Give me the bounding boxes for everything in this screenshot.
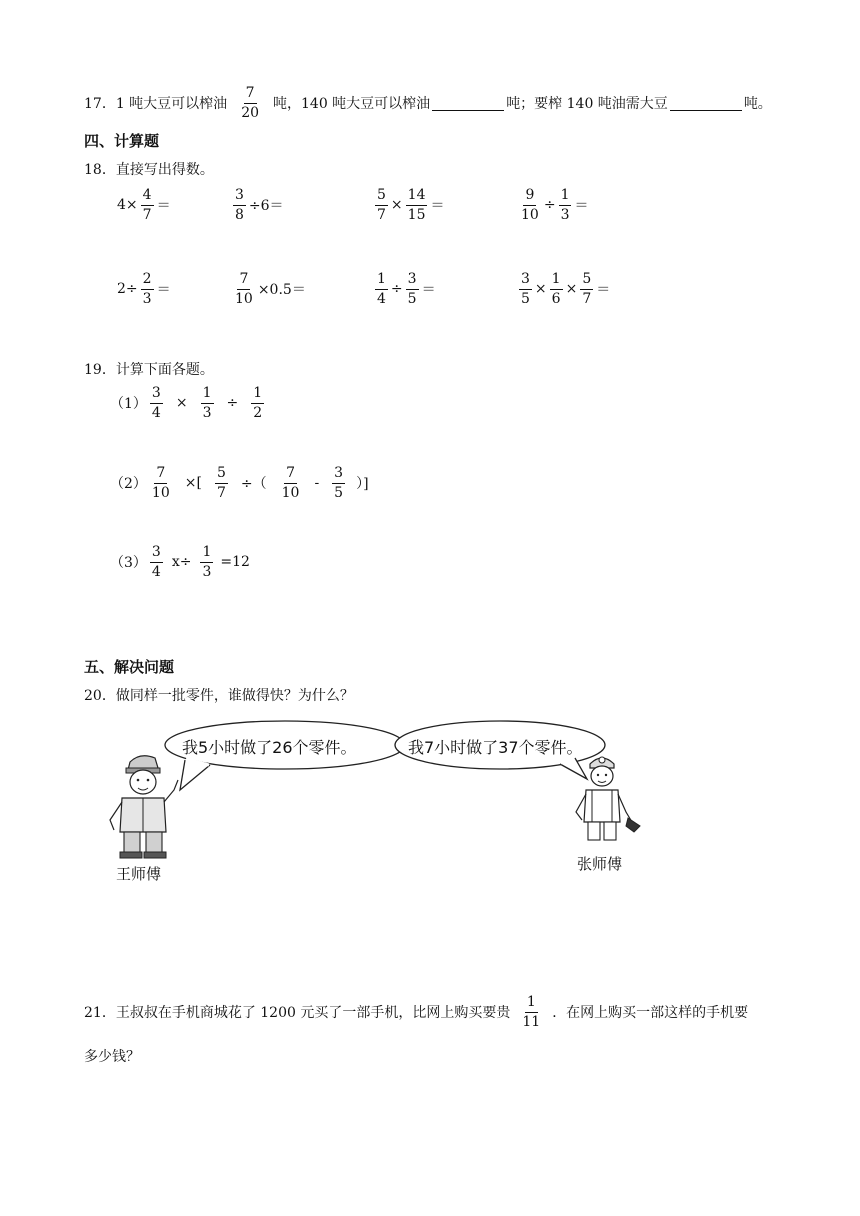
expression: $\frac{3}{5}$ × $\frac{1}{6}$ × $\frac{5}{7}$ ＝ <box>521 271 611 307</box>
fraction: $\frac{2}{3}$ <box>142 271 152 307</box>
expression: $\frac{7}{10}$ ×0.5＝ <box>235 271 306 307</box>
fraction: $\frac{3}{5}$ <box>407 271 417 307</box>
expression: $\frac{3}{8}$ ÷6＝ <box>235 187 284 223</box>
fraction: $\frac{5}{7}$ <box>377 187 386 223</box>
fraction: $\frac{9}{10}$ <box>521 187 539 223</box>
fraction: $\frac{4}{7}$ <box>142 187 152 223</box>
worker-zhang-figure <box>568 750 648 850</box>
fraction: $\frac{1}{2}$ <box>253 385 263 421</box>
question-21-line2: 多少钱？ <box>84 1049 140 1065</box>
problem-label: （2） <box>110 476 147 493</box>
question-number: 21． <box>84 1005 116 1022</box>
fraction: $\frac{3}{5}$ <box>334 465 344 501</box>
question-text: 吨，140 吨大豆可以榨油 <box>273 96 431 113</box>
fraction: $\frac{5}{7}$ <box>582 271 592 307</box>
expression: 2÷ $\frac{2}{3}$ ＝ <box>117 271 171 307</box>
fraction: $\frac{7}{20}$ <box>241 85 260 121</box>
fraction: $\frac{1}{4}$ <box>377 271 386 307</box>
expression: 4× $\frac{4}{7}$ ＝ <box>117 187 171 223</box>
fraction: $\frac{14}{15}$ <box>407 187 426 223</box>
expression: $\frac{1}{4}$ ÷ $\frac{3}{5}$ ＝ <box>377 271 436 307</box>
name-label-right: 张师傅 <box>577 855 623 873</box>
fraction: $\frac{1}{11}$ <box>522 994 541 1030</box>
answer-blank[interactable] <box>432 96 504 111</box>
fraction: $\frac{3}{4}$ <box>151 385 161 421</box>
fraction: $\frac{7}{10}$ <box>151 465 170 501</box>
question-text: 1 吨大豆可以榨油 <box>115 96 228 113</box>
question-18-stem: 18．直接写出得数。 <box>84 162 214 178</box>
problem-2: （2） $\frac{7}{10}$ ×[ $\frac{5}{7}$ ÷（ $\frac{7}{10}$ - $\frac{3}{5}$ ）] <box>110 465 369 501</box>
question-21 <box>84 995 748 1029</box>
fraction: $\frac{3}{5}$ <box>521 271 530 307</box>
fraction: $\frac{5}{7}$ <box>216 465 226 501</box>
expression: $\frac{9}{10}$ ÷ $\frac{1}{3}$ ＝ <box>521 187 589 223</box>
problem-1: （1） $\frac{3}{4}$ × $\frac{1}{3}$ ÷ $\frac{1}{2}$ <box>110 385 263 421</box>
section-heading: 四、计算题 <box>84 132 160 150</box>
fraction: $\frac{3}{8}$ <box>235 187 244 223</box>
fraction: $\frac{1}{3}$ <box>202 544 212 580</box>
question-number: 17． <box>84 96 116 113</box>
question-text: 王叔叔在手机商城花了 1200 元买了一部手机，比网上购买要贵 <box>115 1005 511 1022</box>
name-label-left: 王师傅 <box>116 865 162 883</box>
bubble-text-left: 我5小时做了26个零件。 <box>182 738 357 757</box>
fraction: $\frac{3}{4}$ <box>151 544 161 580</box>
question-17 <box>84 86 772 120</box>
question-19-stem: 19．计算下面各题。 <box>84 362 214 378</box>
fraction: $\frac{1}{3}$ <box>560 187 570 223</box>
fraction: $\frac{1}{3}$ <box>202 385 212 421</box>
worker-wang-figure <box>100 750 190 860</box>
section-heading: 五、解决问题 <box>84 658 175 676</box>
problem-label: （3） <box>110 555 147 572</box>
fraction: $\frac{1}{6}$ <box>551 271 561 307</box>
fraction: $\frac{7}{10}$ <box>235 271 253 307</box>
question-text: 吨；要榨 140 吨油需大豆 <box>506 96 668 113</box>
fraction: $\frac{7}{10}$ <box>281 465 300 501</box>
question-text: ．在网上购买一部这样的手机要 <box>552 1005 749 1022</box>
answer-blank[interactable] <box>670 96 742 111</box>
problem-label: （1） <box>110 396 147 413</box>
bubble-text-right: 我7小时做了37个零件。 <box>408 738 583 757</box>
problem-3: （3） $\frac{3}{4}$ x÷ $\frac{1}{3}$ =12 <box>110 544 250 580</box>
expression: $\frac{5}{7}$ × $\frac{14}{15}$ ＝ <box>377 187 445 223</box>
question-text: 吨。 <box>743 96 772 113</box>
question-20-stem: 20．做同样一批零件，谁做得快？为什么？ <box>84 688 354 704</box>
